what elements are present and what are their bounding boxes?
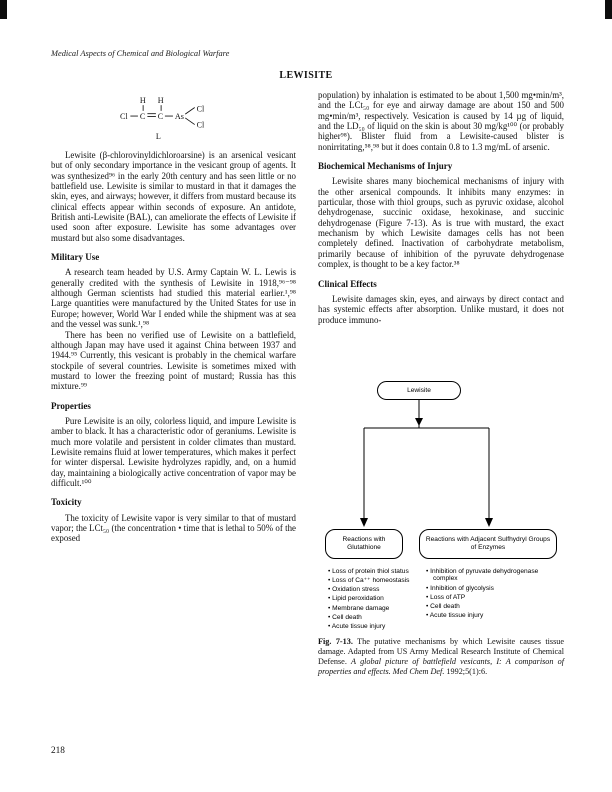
- flowchart-box-lewisite-label: Lewisite: [407, 386, 431, 394]
- section-heading-biochemical-mechanisms: Biochemical Mechanisms of Injury: [318, 161, 453, 172]
- lewisite-structure-figure: [51, 92, 296, 142]
- crop-mark-top-left: [0, 0, 7, 19]
- section-heading-military-use: Military Use: [51, 252, 100, 263]
- atom-label-cl-down: Cl: [196, 120, 205, 130]
- list-item: • Inhibition of glycolysis: [426, 585, 554, 593]
- list-item: • Lipid peroxidation: [328, 595, 420, 603]
- crop-mark-top-right: [605, 0, 612, 19]
- flowchart-box-glutathione-label: Reactions with Glutathione: [342, 536, 386, 551]
- section-heading-toxicity: Toxicity: [51, 497, 82, 508]
- atom-label-h2: H: [157, 95, 164, 105]
- page-number: 218: [51, 746, 65, 756]
- military-paragraph-2: There has been no verified use of Lewisite on a battlefield, although Japan may have used it against China between 1937 and 1944.⁹⁵ Currently, this vesicant is probably in the chemical warfare stockpile of several countries. Lewisite is sometimes mixed with mustard to lower the freezing point of mustard; Russia has this mixture.⁹⁹: [51, 329, 296, 392]
- list-item: • Loss of ATP: [426, 594, 554, 602]
- section-heading-clinical-effects: Clinical Effects: [318, 278, 377, 289]
- atom-label-cl-left: Cl: [119, 111, 128, 121]
- list-item: • Acute tissue injury: [426, 612, 554, 620]
- list-item: • Loss of Ca⁺⁺ homeostasis: [328, 577, 420, 585]
- atom-label-as: As: [174, 111, 184, 121]
- toxicity-continuation-paragraph: population) by inhalation is estimated to be about 1,500 mg•min/m³, and the LCt₅₀ for eye and airway damage are about 150 and 500 mg•min/m³, respectively. Vesication is caused by 14 µg of liquid, and the LD₅₀ of liquid on the skin is about 30 mg/kg¹⁰⁰ (or probably higher⁹⁸). Blister fluid from a Lewisite-caused blister is nonirritating,⁵⁸,⁹⁸ but it does contain 0.8 to 1.3 mg/mL of arsenic.: [318, 90, 564, 152]
- page-title: LEWISITE: [279, 70, 333, 81]
- structure-label-L: L: [155, 131, 161, 141]
- flowchart-box-enzymes: [419, 529, 557, 559]
- atom-label-cl-up: Cl: [196, 104, 205, 114]
- flowchart-box-glutathione: [325, 529, 403, 559]
- clinical-paragraph: Lewisite damages skin, eyes, and airways by direct contact and has systemic effects after absorption. Unlike mustard, it does not produce immuno-: [318, 293, 564, 325]
- figure-caption-source-title: A global picture of battlefield vesicants, I: A comparison of properties and effects.: [318, 657, 565, 677]
- properties-paragraph: Pure Lewisite is an oily, colorless liquid, and impure Lewisite is amber to black. It has a characteristic odor of geraniums. Lewisite is much more volatile and persistent in colder climates than mustard. Lewisite remains fluid at lower temperatures, which makes it perfect for winter dispersal. Lewisite hydrolyzes rapidly, and, on a humid day, maintaining a biologically active concentration of vapor may be difficult.¹⁰⁰: [51, 415, 296, 488]
- figure-caption-journal: Med Chem Def.: [390, 667, 445, 677]
- flowchart-box-enzymes-label: Reactions with Adjacent Sulfhydryl Groups of Enzymes: [425, 536, 551, 551]
- flowchart-box-lewisite: [377, 381, 461, 400]
- toxicity-paragraph: The toxicity of Lewisite vapor is very similar to that of mustard vapor; the LCt₅₀ (the concentration • time that is lethal to 50% of the exposed: [51, 512, 296, 544]
- intro-paragraph: Lewisite (β-chlorovinyldichloroarsine) is an arsenical vesicant but of only secondary importance in the vesicant group of agents. It was synthesized⁹⁶ in the early 20th century and has seen little or no battlefield use. Lewisite is similar to mustard in that it damages the skin, eyes, and airways; however, it differs from mustard because its clinical effects appear within seconds of exposure. An antidote, British anti-Lewisite (BAL), can ameliorate the effects of Lewisite if used soon after exposure. Lewisite has some advantages over mustard but also some disadvantages.: [51, 150, 296, 243]
- figure-caption: [318, 637, 564, 677]
- atom-label-h1: H: [139, 95, 146, 105]
- figure-caption-body: The putative mechanisms by which Lewisite causes tissue damage. Adapted from US Army Medical Research Institute of Chemical Defense.: [318, 636, 564, 667]
- list-item: • Loss of protein thiol status: [328, 568, 420, 576]
- figure-caption-label: Fig. 7-13.: [318, 636, 353, 646]
- list-item: • Acute tissue injury: [328, 623, 420, 631]
- chemical-structure-diagram: [119, 92, 225, 142]
- list-item: • Cell death: [426, 603, 554, 611]
- atom-label-c2: C: [157, 111, 164, 121]
- figure-7-13-flowchart: [318, 379, 564, 637]
- list-item: • Inhibition of pyruvate dehydrogenase complex: [426, 568, 554, 583]
- figure-caption-cite: 1992;5(1):6.: [444, 667, 488, 677]
- list-item: • Cell death: [328, 614, 420, 622]
- effects-list-enzymes: [426, 568, 554, 622]
- biochemical-paragraph: Lewisite shares many biochemical mechanisms of injury with the other arsenical compounds. It inhibits many enzymes: in particular, those with thiol groups, such as pyruvic oxidase, alcohol dehydrogenase, succinic oxidase, hexokinase, and succinic dehydrogenase (Figure 7-13). As is true with mustard, the exact mechanism by which Lewisite damages cells has not been completely defined. Inactivation of carbohydrate metabolism, primarily because of inhibition of the pyruvate dehydrogenase complex, is thought to be a key factor.³⁸: [318, 176, 564, 270]
- military-paragraph-1: A research team headed by U.S. Army Captain W. L. Lewis is generally credited with the synthesis of Lewisite in 1918,⁹⁶⁻⁹⁸ although German scientists had studied this material earlier.¹,⁹⁸ Large quantities were manufactured by the United States for use in Europe; however, World War I ended while the shipment was at sea and the vessel was sunk.¹,⁹⁸: [51, 267, 296, 330]
- effects-list-glutathione: [328, 568, 420, 632]
- atom-label-c1: C: [139, 111, 146, 121]
- right-column: [318, 90, 564, 677]
- left-column: [51, 90, 296, 544]
- running-head: Medical Aspects of Chemical and Biological Warfare: [51, 49, 230, 58]
- section-heading-properties: Properties: [51, 400, 91, 411]
- list-item: • Membrane damage: [328, 605, 420, 613]
- list-item: • Oxidation stress: [328, 586, 420, 594]
